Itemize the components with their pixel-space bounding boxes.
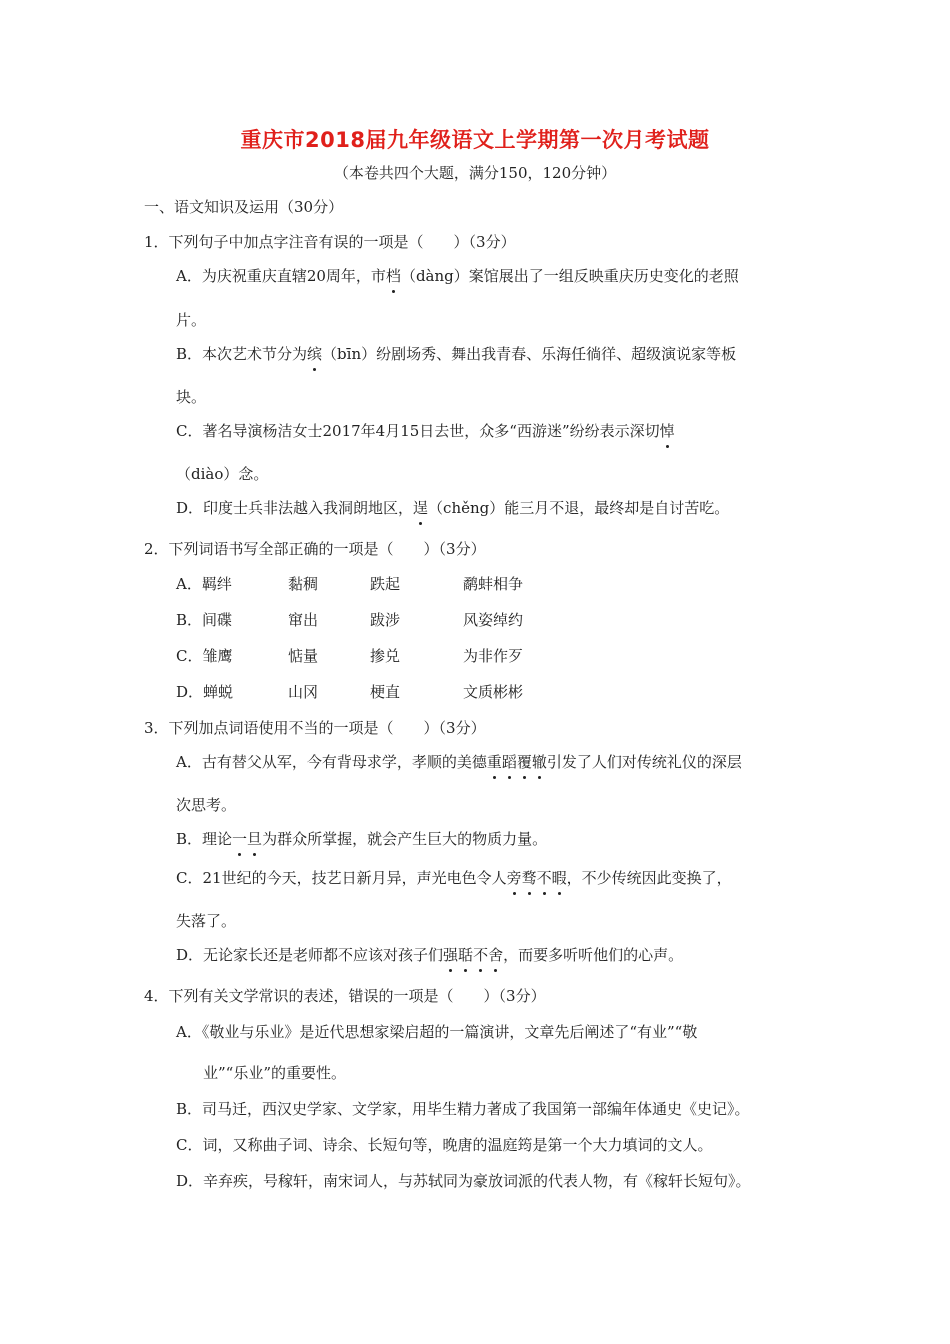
text: B．理论 — [176, 830, 233, 848]
question-1-option-a-cont: 片。 — [176, 311, 207, 329]
text: A．为庆祝重庆直辖20周年，市 — [176, 267, 386, 285]
text: ，不少传统因此变换了， — [566, 869, 732, 887]
text: （bīn）纷剧场秀、舞出我青春、乐海任徜徉、超级演说家等板 — [322, 345, 737, 363]
text: D．无论家长还是老师都不应该对孩子们 — [176, 946, 444, 964]
option-word: 为非作歹 — [463, 647, 524, 665]
question-3-option-b — [176, 829, 547, 849]
option-word: 山冈 — [288, 683, 319, 701]
dotted-char: 旦 — [247, 830, 263, 848]
dotted-char: 覆 — [516, 753, 532, 771]
text: 为群众所掌握，就会产生巨大的物质力量。 — [262, 830, 548, 848]
question-3-option-d — [176, 945, 683, 965]
option-word: A．羁绊 — [176, 575, 232, 593]
question-2-stem: 2．下列词语书写全部正确的一项是（ ）（3分） — [144, 540, 486, 558]
question-1-option-d — [176, 498, 729, 518]
dotted-char: 辙 — [531, 753, 547, 771]
dotted-char: 悼 — [659, 422, 675, 440]
dotted-char: 缤 — [307, 345, 323, 363]
text: B．本次艺术节分为 — [176, 345, 308, 363]
question-3-option-c-cont: 失落了。 — [176, 912, 237, 930]
dotted-char: 档 — [385, 267, 401, 285]
text: （chěng）能三月不退，最终却是自讨苦吃。 — [428, 499, 730, 517]
dotted-char: 一 — [232, 830, 248, 848]
dotted-char: 不 — [536, 869, 552, 887]
question-1-option-c — [176, 421, 675, 441]
section-heading: 一、语文知识及运用（30分） — [144, 198, 344, 216]
text: C．21世纪的今天，技艺日新月异，声光电色令人 — [176, 869, 507, 887]
question-4-stem: 4．下列有关文学常识的表述，错误的一项是（ ）（3分） — [144, 987, 546, 1005]
option-word: 跌起 — [370, 575, 401, 593]
text: 引发了人们对传统礼仪的深层 — [546, 753, 742, 771]
dotted-char: 聒 — [458, 946, 474, 964]
question-1-stem: 1．下列句子中加点字注音有误的一项是（ ）（3分） — [144, 233, 516, 251]
text: D．印度士兵非法越入我洞朗地区， — [176, 499, 414, 517]
page-title: 重庆市2018届九年级语文上学期第一次月考试题 — [240, 128, 710, 152]
question-4-option-a: A．《敬业与乐业》是近代思想家梁启超的一篇演讲，文章先后阐述了“有业”“敬 — [176, 1023, 698, 1041]
dotted-char: 暇 — [551, 869, 567, 887]
question-4-option-b: B．司马迁，西汉史学家、文学家，用毕生精力著成了我国第一部编年体通史《史记》。 — [176, 1100, 750, 1118]
question-1-option-b — [176, 344, 736, 364]
dotted-char: 不 — [473, 946, 489, 964]
question-3-stem: 3．下列加点词语使用不当的一项是（ ）（3分） — [144, 719, 486, 737]
dotted-char: 舍 — [488, 946, 504, 964]
option-word: 文质彬彬 — [463, 683, 524, 701]
text: ，而要多听听他们的心声。 — [503, 946, 684, 964]
dotted-char: 骛 — [521, 869, 537, 887]
option-word: 掺兑 — [370, 647, 401, 665]
question-3-option-a-cont: 次思考。 — [176, 796, 237, 814]
option-word: 鹬蚌相争 — [463, 575, 524, 593]
option-word: 梗直 — [370, 683, 401, 701]
question-4-option-c: C．词，又称曲子词、诗余、长短句等，晚唐的温庭筠是第一个大力填词的文人。 — [176, 1136, 713, 1154]
question-3-option-a — [176, 752, 742, 772]
dotted-char: 逞 — [413, 499, 429, 517]
dotted-char: 旁 — [506, 869, 522, 887]
question-4-option-a-cont: 业”“乐业”的重要性。 — [203, 1064, 347, 1082]
option-word: C．雏鹰 — [176, 647, 233, 665]
option-word: 跋涉 — [370, 611, 401, 629]
question-3-option-c — [176, 868, 732, 888]
question-1-option-c-cont: （diào）念。 — [176, 465, 269, 483]
option-word: B．间碟 — [176, 611, 233, 629]
question-1-option-b-cont: 块。 — [176, 388, 207, 406]
text: A．古有替父从军，今有背母求学，孝顺的美德 — [176, 753, 487, 771]
option-word: D．蝉蜕 — [176, 683, 234, 701]
dotted-char: 重 — [486, 753, 502, 771]
dotted-char: 强 — [443, 946, 459, 964]
text: （dàng）案馆展出了一组反映重庆历史变化的老照 — [400, 267, 739, 285]
option-word: 黏稠 — [288, 575, 319, 593]
option-word: 窜出 — [288, 611, 319, 629]
question-4-option-d: D．辛弃疾，号稼轩，南宋词人，与苏轼同为豪放词派的代表人物，有《稼轩长短句》。 — [176, 1172, 751, 1190]
option-word: 风姿绰约 — [463, 611, 524, 629]
text: C．著名导演杨洁女士2017年4月15日去世，众多“西游迷”纷纷表示深切 — [176, 422, 660, 440]
subtitle: （本卷共四个大题，满分150，120分钟） — [333, 164, 617, 182]
option-word: 惦量 — [288, 647, 319, 665]
question-1-option-a — [176, 266, 739, 286]
dotted-char: 蹈 — [501, 753, 517, 771]
